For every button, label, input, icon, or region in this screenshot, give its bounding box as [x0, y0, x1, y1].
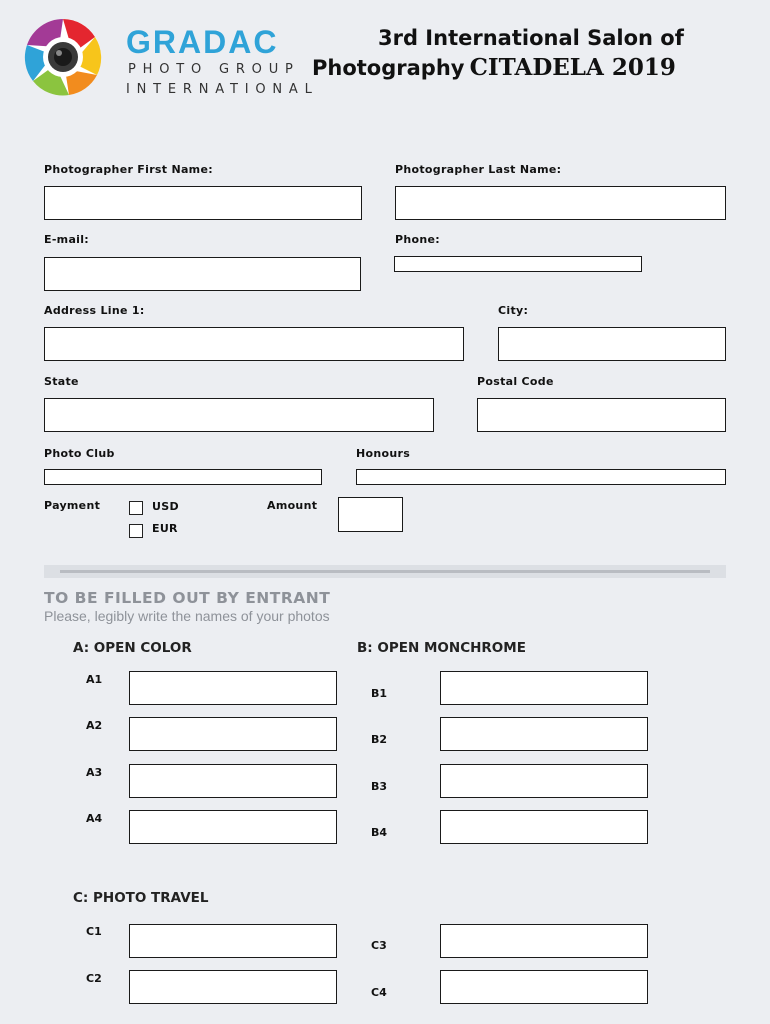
- photo-title-a3[interactable]: [129, 764, 337, 798]
- phone-field[interactable]: [394, 256, 642, 272]
- address-field[interactable]: [44, 327, 464, 361]
- usd-label: USD: [152, 500, 179, 513]
- photo-title-b3[interactable]: [440, 764, 648, 798]
- photo-title-a1[interactable]: [129, 671, 337, 705]
- postal-code-label: Postal Code: [477, 375, 554, 388]
- brand-subtitle-2: INTERNATIONAL: [126, 82, 319, 97]
- section-c-title: C: PHOTO TRAVEL: [73, 890, 209, 906]
- camera-aperture-logo-icon: [22, 16, 104, 98]
- section-b-title: B: OPEN MONCHROME: [357, 640, 526, 656]
- amount-label: Amount: [267, 499, 318, 512]
- photo-title-c2[interactable]: [129, 970, 337, 1004]
- logo: [22, 16, 104, 98]
- entrant-heading: TO BE FILLED OUT BY ENTRANT: [44, 589, 331, 607]
- salon-title-citadela: CITADELA 2019: [469, 54, 676, 81]
- salon-title-line-2: [312, 54, 676, 81]
- section-a-title: A: OPEN COLOR: [73, 640, 192, 656]
- photo-club-label: Photo Club: [44, 447, 115, 460]
- city-field[interactable]: [498, 327, 726, 361]
- brand-subtitle-1: PHOTO GROUP: [128, 62, 300, 77]
- slot-label-b4: B4: [371, 826, 388, 839]
- email-field[interactable]: [44, 257, 361, 291]
- last-name-field[interactable]: [395, 186, 726, 220]
- salon-title-line-1: 3rd International Salon of: [378, 26, 684, 50]
- eur-label: EUR: [152, 522, 178, 535]
- eur-checkbox[interactable]: [129, 524, 143, 538]
- usd-checkbox[interactable]: [129, 501, 143, 515]
- state-label: State: [44, 375, 79, 388]
- photo-club-field[interactable]: [44, 469, 322, 485]
- state-field[interactable]: [44, 398, 434, 432]
- address-label: Address Line 1:: [44, 304, 145, 317]
- honours-label: Honours: [356, 447, 411, 460]
- amount-field[interactable]: [338, 497, 403, 532]
- photo-title-b1[interactable]: [440, 671, 648, 705]
- email-label: E-mail:: [44, 233, 90, 246]
- slot-label-b3: B3: [371, 780, 388, 793]
- section-divider: [44, 565, 726, 578]
- slot-label-c1: C1: [86, 925, 102, 938]
- first-name-field[interactable]: [44, 186, 362, 220]
- city-label: City:: [498, 304, 529, 317]
- slot-label-c2: C2: [86, 972, 102, 985]
- photo-title-b4[interactable]: [440, 810, 648, 844]
- photo-title-c4[interactable]: [440, 970, 648, 1004]
- slot-label-c4: C4: [371, 986, 387, 999]
- photo-title-b2[interactable]: [440, 717, 648, 751]
- slot-label-a1: A1: [86, 673, 103, 686]
- first-name-label: Photographer First Name:: [44, 163, 213, 176]
- slot-label-a4: A4: [86, 812, 103, 825]
- slot-label-c3: C3: [371, 939, 387, 952]
- honours-field[interactable]: [356, 469, 726, 485]
- postal-code-field[interactable]: [477, 398, 726, 432]
- slot-label-a3: A3: [86, 766, 103, 779]
- payment-label: Payment: [44, 499, 101, 512]
- last-name-label: Photographer Last Name:: [395, 163, 562, 176]
- photo-title-a2[interactable]: [129, 717, 337, 751]
- slot-label-b1: B1: [371, 687, 388, 700]
- photo-title-c1[interactable]: [129, 924, 337, 958]
- salon-title-photography: Photography: [312, 56, 465, 80]
- slot-label-b2: B2: [371, 733, 388, 746]
- entrant-instruction: Please, legibly write the names of your photos: [44, 608, 330, 624]
- brand-name: GRADAC: [126, 24, 279, 60]
- photo-title-a4[interactable]: [129, 810, 337, 844]
- phone-label: Phone:: [395, 233, 440, 246]
- photo-title-c3[interactable]: [440, 924, 648, 958]
- slot-label-a2: A2: [86, 719, 103, 732]
